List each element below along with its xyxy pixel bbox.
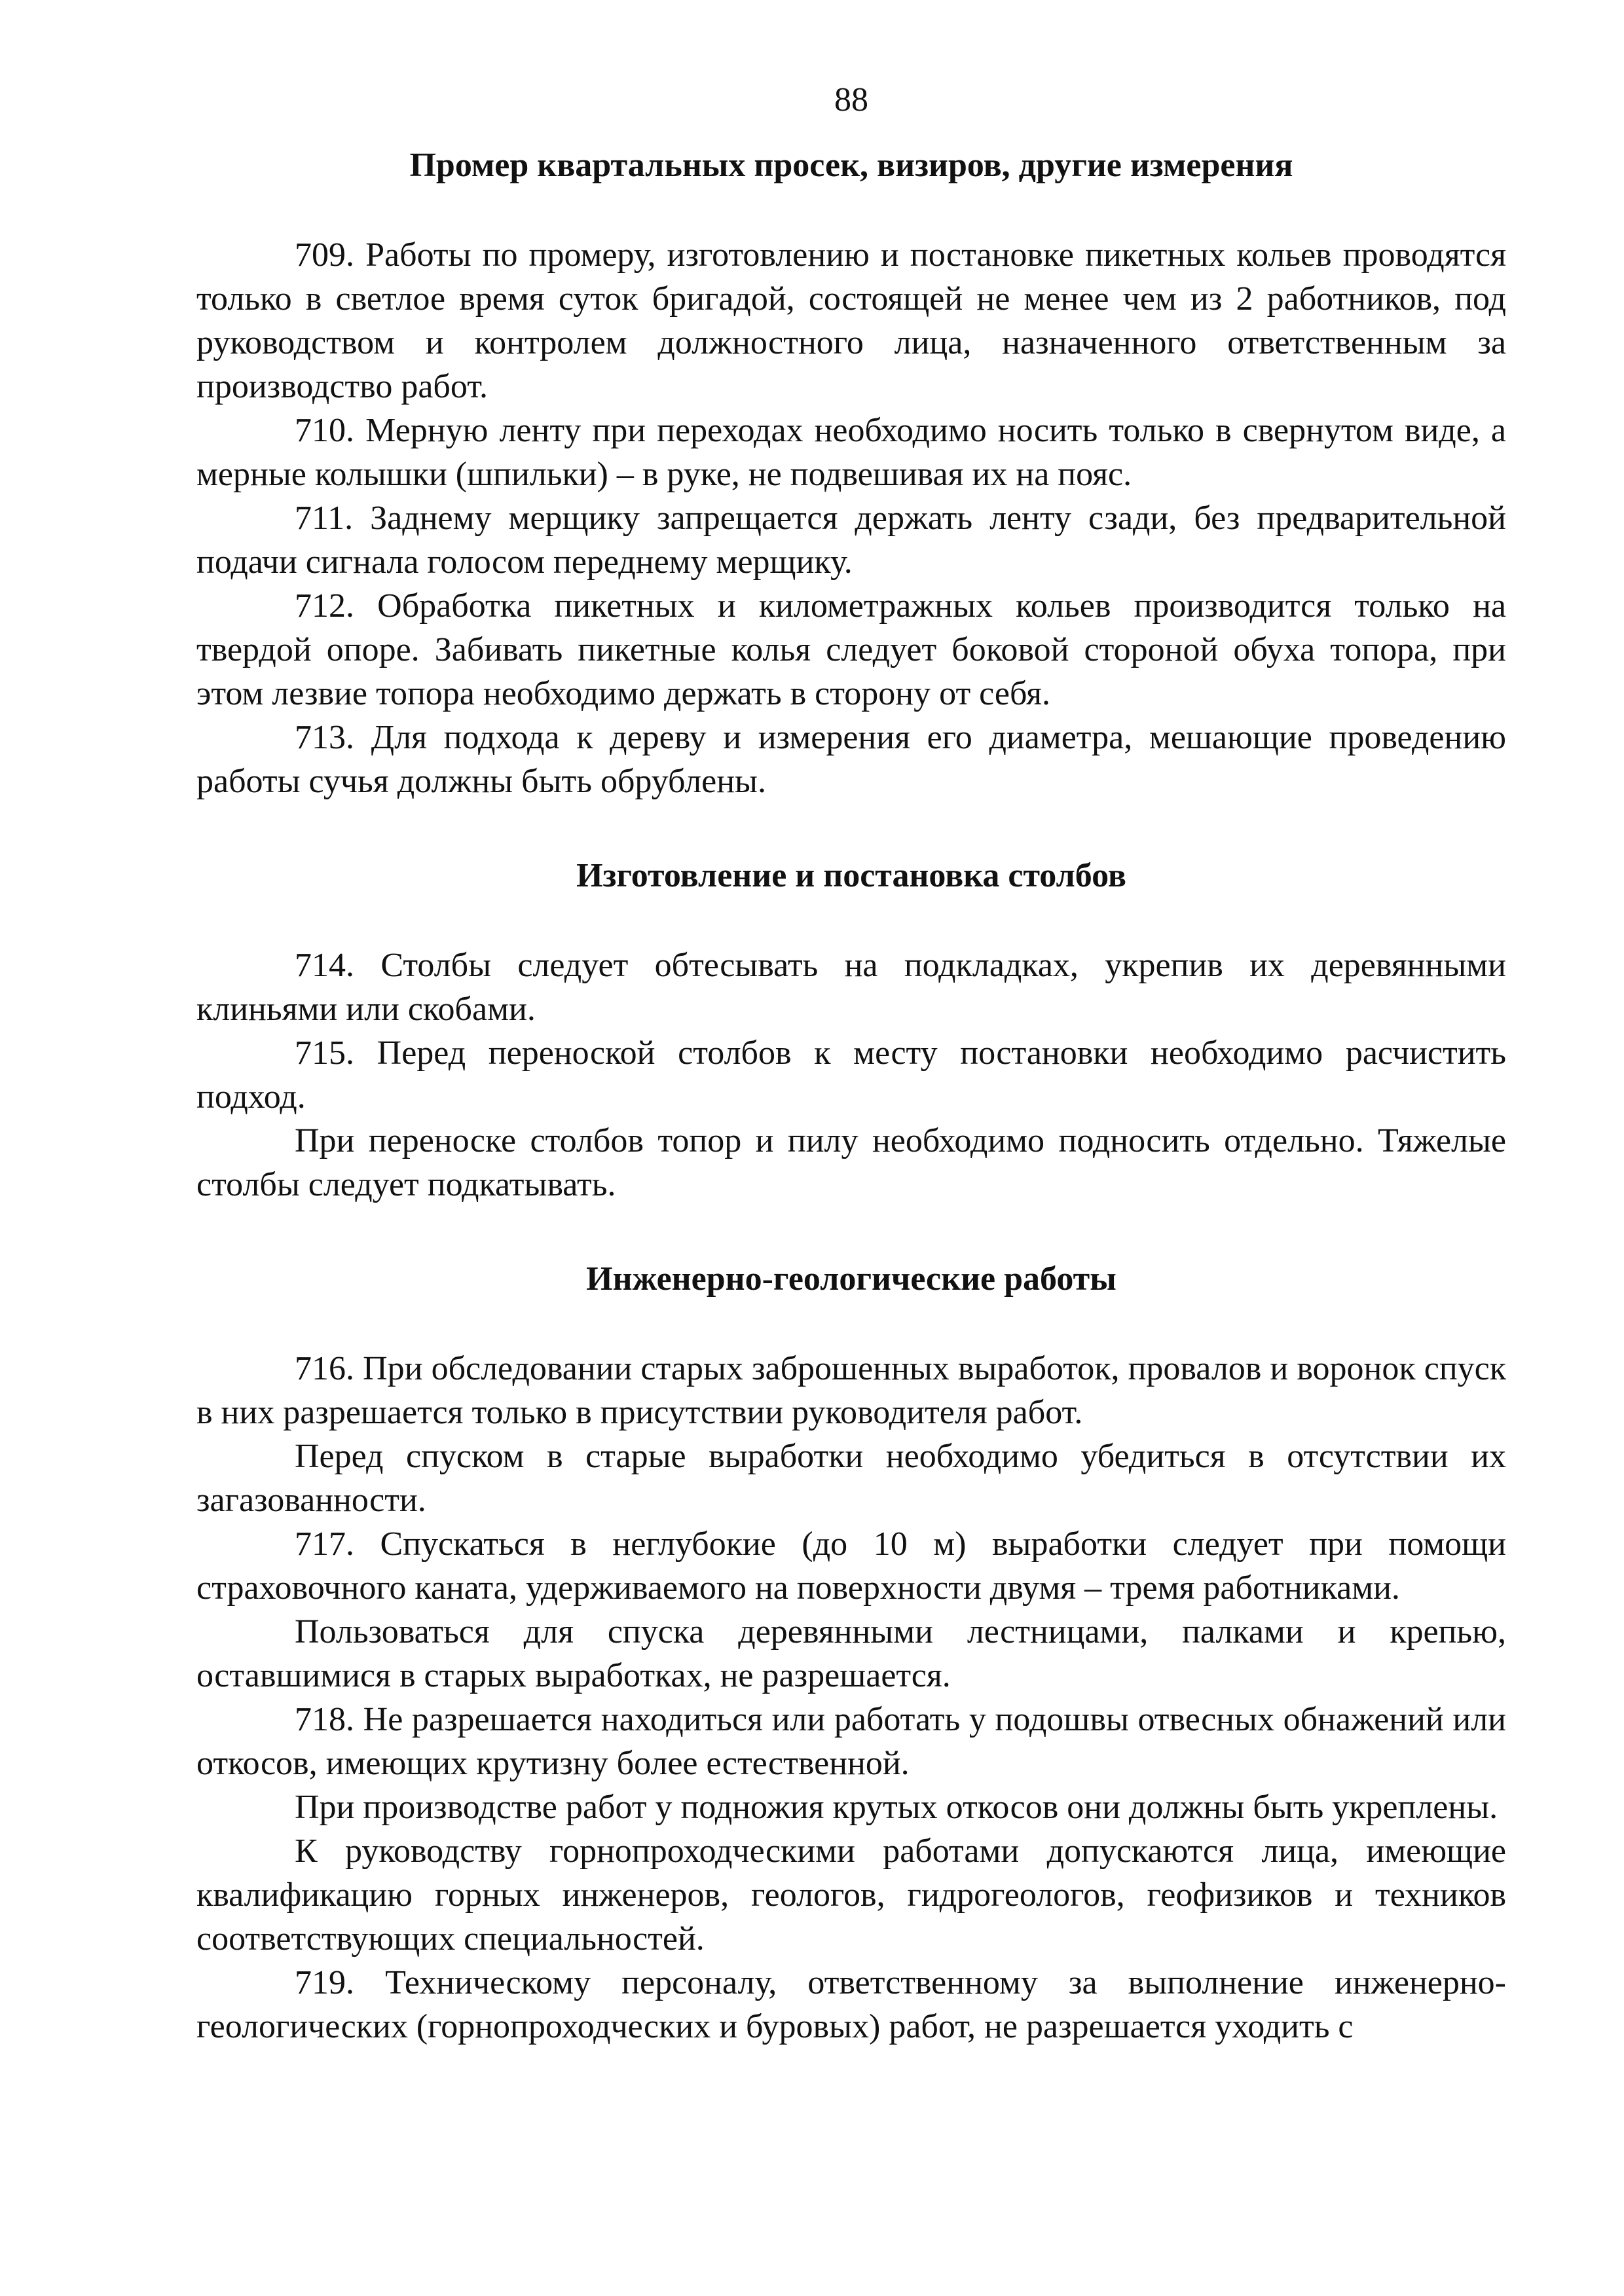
section-heading-survey: Промер квартальных просек, визиров, другие измерения [409,147,1293,184]
paragraph-711: 711. Заднему мерщику запрещается держать ленту сзади, без предварительной подачи сигнала голосом переднему мерщику. [196,500,1506,581]
paragraph-714: 714. Столбы следует обтесывать на подкладках, укрепив их деревянными клиньями или скобами. [196,947,1506,1028]
paragraph-717: 717. Спускаться в неглубокие (до 10 м) выработки следует при помощи страховочного каната, удерживаемого на поверхности двумя – тремя работниками. [196,1525,1506,1607]
paragraph-716-continued: Перед спуском в старые выработки необходимо убедиться в отсутствии их загазованности. [196,1438,1506,1519]
paragraph-718: 718. Не разрешается находиться или работать у подошвы отвесных обнажений или откосов, имеющих крутизну более естественной. [196,1701,1506,1782]
paragraph-718-qualification: К руководству горнопроходческими работами допускаются лица, имеющие квалификацию горных инженеров, геологов, гидрогеологов, геофизиков и техников соответствующих специальностей. [196,1832,1506,1958]
paragraph-710: 710. Мерную ленту при переходах необходимо носить только в свернутом виде, а мерные колышки (шпильки) – в руке, не подвешивая их на пояс. [196,412,1506,493]
paragraph-709: 709. Работы по промеру, изготовлению и постановке пикетных кольев проводятся только в светлое время суток бригадой, состоящей не менее чем из 2 работников, под руководством и контролем должностного лица, назначенного ответственным за производство работ. [196,236,1506,405]
section-heading-pillars: Изготовление и постановка столбов [576,857,1126,894]
section-heading-geology: Инженерно-геологические работы [586,1260,1116,1298]
paragraph-712: 712. Обработка пикетных и километражных кольев производится только на твердой опоре. Забивать пикетные колья следует боковой стороной обуха топора, при этом лезвие топора необходимо держать в сторону от себя. [196,587,1506,712]
paragraph-715: 715. Перед переноской столбов к месту постановки необходимо расчистить подход. [196,1034,1506,1116]
paragraph-719: 719. Техническому персоналу, ответственному за выполнение инженерно-геологических (горнопроходческих и буровых) работ, не разрешается уходить с [196,1964,1506,2045]
paragraph-713: 713. Для подхода к дереву и измерения его диаметра, мешающие проведению работы сучья должны быть обрублены. [196,719,1506,800]
document-page [196,0,1506,2296]
paragraph-717-continued: Пользоваться для спуска деревянными лестницами, палками и крепью, оставшимися в старых выработках, не разрешается. [196,1613,1506,1694]
document-body [196,143,1506,2049]
paragraph-718-continued: При производстве работ у подножия крутых откосов они должны быть укреплены. [295,1789,1498,1826]
paragraph-715-continued: При переноске столбов топор и пилу необходимо подносить отдельно. Тяжелые столбы следует подкатывать. [196,1122,1506,1203]
paragraph-716: 716. При обследовании старых заброшенных выработок, провалов и воронок спуск в них разрешается только в присутствии руководителя работ. [196,1350,1506,1431]
page-number: 88 [834,81,868,118]
